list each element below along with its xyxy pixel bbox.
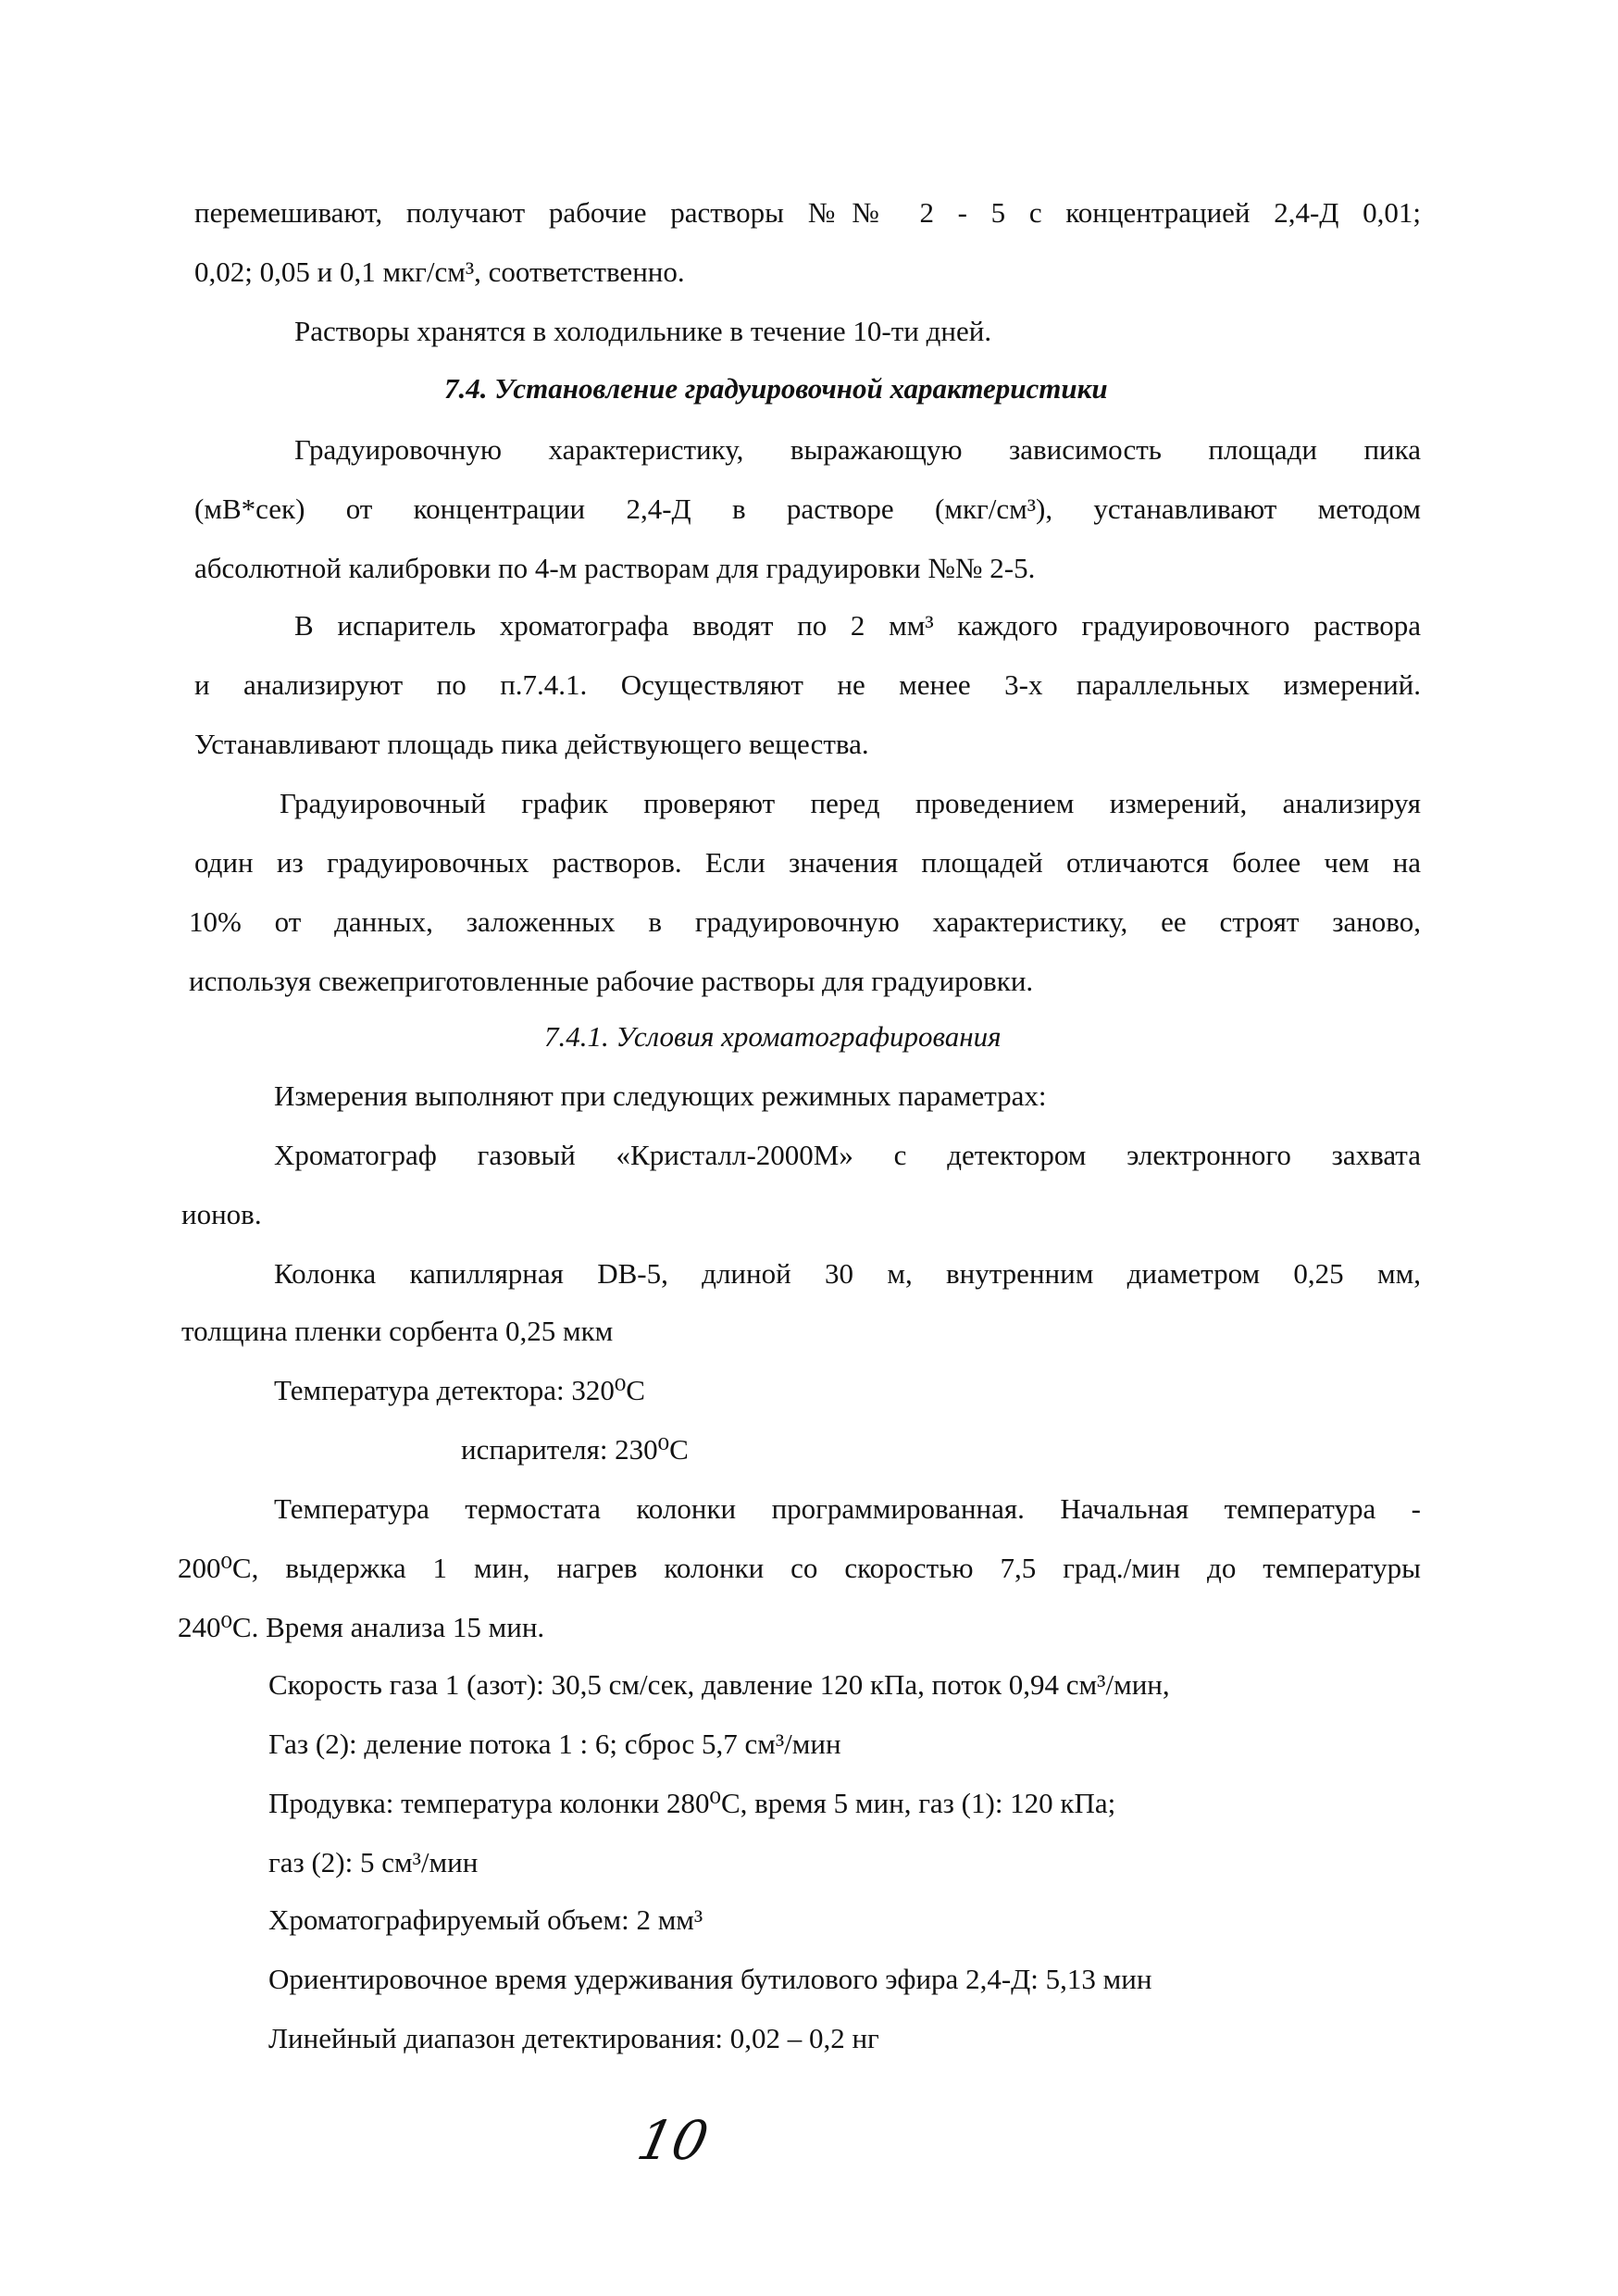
text-line: Измерения выполняют при следующих режимных параметрах: xyxy=(274,1079,1047,1112)
text-line: В испаритель хроматографа вводят по 2 мм³ каждого градуировочного раствора xyxy=(294,609,1421,642)
text-line: перемешивают, получают рабочие растворы №№ 2 - 5 с концентрацией 2,4-Д 0,01; xyxy=(194,196,1421,229)
text-line: Устанавливают площадь пика действующего вещества. xyxy=(194,728,869,760)
text-line: абсолютной калибровки по 4-м растворам для градуировки №№ 2-5. xyxy=(194,552,1036,584)
text-line: Температура детектора: 320⁰С xyxy=(274,1374,645,1406)
text-line: Растворы хранятся в холодильнике в течение 10-ти дней. xyxy=(294,315,992,347)
text-line: газ (2): 5 см³/мин xyxy=(268,1846,479,1878)
text-line: Ориентировочное время удерживания бутилового эфира 2,4-Д: 5,13 мин xyxy=(268,1963,1152,1995)
text-line: Температура термостата колонки программированная. Начальная температура - xyxy=(274,1492,1421,1525)
text-line: Градуировочную характеристику, выражающую зависимость площади пика xyxy=(294,433,1421,466)
text-line: используя свежеприготовленные рабочие растворы для градуировки. xyxy=(189,965,1034,997)
text-line: Градуировочный график проверяют перед проведением измерений, анализируя xyxy=(280,787,1421,819)
text-line: 10% от данных, заложенных в градуировочную характеристику, ее строят заново, xyxy=(189,905,1421,938)
page-number: 10 xyxy=(631,2109,715,2172)
text-line: и анализируют по п.7.4.1. Осуществляют не менее 3-х параллельных измерений. xyxy=(194,668,1421,701)
text-line: 0,02; 0,05 и 0,1 мкг/см³, соответственно. xyxy=(194,256,685,288)
text-line: Колонка капиллярная DB-5, длиной 30 м, внутренним диаметром 0,25 мм, xyxy=(274,1257,1421,1290)
text-line: толщина пленки сорбента 0,25 мкм xyxy=(181,1315,614,1347)
subsection-heading: 7.4.1. Условия хроматографирования xyxy=(544,1020,1002,1053)
text-line: Газ (2): деление потока 1 : 6; сброс 5,7 см³/мин xyxy=(268,1728,841,1760)
text-line: Скорость газа 1 (азот): 30,5 см/сек, давление 120 кПа, поток 0,94 см³/мин, xyxy=(268,1668,1170,1701)
text-line: ионов. xyxy=(181,1198,262,1230)
text-line: Продувка: температура колонки 280⁰С, время 5 мин, газ (1): 120 кПа; xyxy=(268,1787,1116,1819)
text-line: Линейный диапазон детектирования: 0,02 – 0,2 нг xyxy=(268,2022,879,2054)
text-line: испарителя: 230⁰С xyxy=(461,1433,689,1466)
text-line: Хроматограф газовый «Кристалл-2000М» с детектором электронного захвата xyxy=(274,1139,1421,1171)
text-line: 240⁰С. Время анализа 15 мин. xyxy=(178,1611,545,1643)
text-line: 200⁰С, выдержка 1 мин, нагрев колонки со скоростью 7,5 град./мин до температуры xyxy=(178,1552,1421,1584)
text-line: один из градуировочных растворов. Если значения площадей отличаются более чем на xyxy=(194,846,1421,879)
text-line: Хроматографируемый объем: 2 мм³ xyxy=(268,1903,703,1936)
text-line: (мВ*сек) от концентрации 2,4-Д в растворе (мкг/см³), устанавливают методом xyxy=(194,493,1421,525)
section-heading: 7.4. Установление градуировочной характеристики xyxy=(444,372,1108,405)
